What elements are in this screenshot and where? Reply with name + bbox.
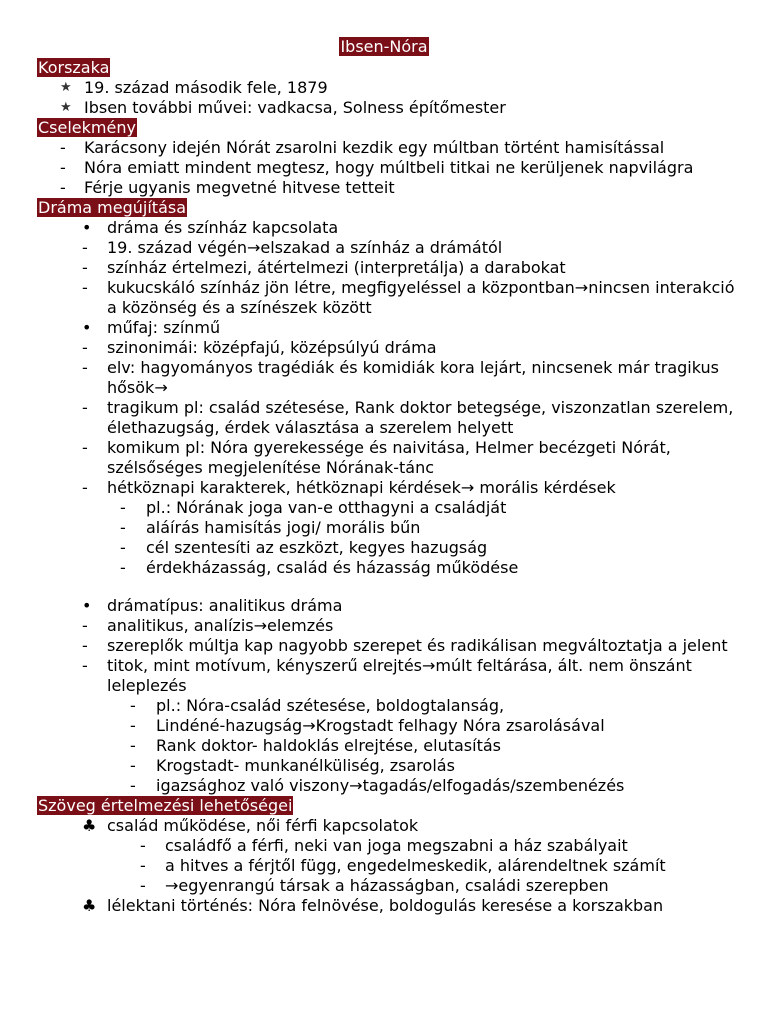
sub-list-item: - igazsághoz való viszony→tagadás/elfogadás/szembenézés <box>130 776 625 795</box>
dash-marker: - <box>82 636 88 655</box>
list-item: - tragikum pl: család szétesése, Rank doktor betegsége, viszonzatlan szerelem, élethazugság, érdek választása a szerelem helyett <box>82 398 734 437</box>
club-bullet-icon: ♣ <box>82 816 97 835</box>
sub-list-item: - aláírás hamisítás jogi/ morális bűn <box>120 518 421 537</box>
dash-marker: - <box>130 776 136 795</box>
list-item: - színház értelmezi, átértelmezi (interpretálja) a darabokat <box>82 258 566 277</box>
bullet-marker: • <box>82 596 92 615</box>
list-item: • drámatípus: analitikus dráma <box>82 596 343 615</box>
dash-marker: - <box>82 358 88 377</box>
sub-list-item: - →egyenrangú társak a házasságban, családi szerepben <box>140 876 609 895</box>
list-item: - Karácsony idején Nórát zsarolni kezdik egy múltban történt hamisítással <box>60 138 665 157</box>
sub-list-item: - érdekházasság, család és házasság működése <box>120 558 519 577</box>
bullet-marker: • <box>82 318 92 337</box>
dash-marker: - <box>82 238 88 257</box>
list-item: - szinonimái: középfajú, középsúlyú dráma <box>82 338 437 357</box>
list-item: - Férje ugyanis megvetné hitvese tetteit <box>60 178 395 197</box>
list-item: ★ 19. század második fele, 1879 <box>60 78 328 97</box>
section-heading-cselekmeny: Cselekmény <box>38 118 136 137</box>
list-item: - kukucskáló színház jön létre, megfigyeléssel a központban→nincsen interakció a közönség és a színészek között <box>82 278 735 317</box>
dash-marker: - <box>120 518 126 537</box>
list-item: - analitikus, analízis→elemzés <box>82 616 334 635</box>
dash-marker: - <box>60 158 66 177</box>
dash-marker: - <box>140 876 146 895</box>
list-item: - Nóra emiatt mindent megtesz, hogy múltbeli titkai ne kerüljenek napvilágra <box>60 158 694 177</box>
section-heading-szoveg: Szöveg értelmezési lehetőségei <box>38 796 293 815</box>
dash-marker: - <box>130 696 136 715</box>
dash-marker: - <box>82 616 88 635</box>
dash-marker: - <box>120 538 126 557</box>
dash-marker: - <box>82 478 88 497</box>
dash-marker: - <box>130 716 136 735</box>
dash-marker: - <box>82 438 88 457</box>
dash-marker: - <box>60 138 66 157</box>
section-heading-drama: Dráma megújítása <box>38 198 187 217</box>
sub-list-item: - Krogstadt- munkanélküliség, zsarolás <box>130 756 455 775</box>
document-title: Ibsen-Nóra <box>340 37 428 56</box>
dash-marker: - <box>82 258 88 277</box>
dash-marker: - <box>82 338 88 357</box>
dash-marker: - <box>82 398 88 417</box>
list-item: ♣ lélektani történés: Nóra felnövése, boldogulás keresése a korszakban <box>82 896 664 915</box>
dash-marker: - <box>82 278 88 297</box>
dash-marker: - <box>130 756 136 775</box>
bullet-marker: • <box>82 218 92 237</box>
document-page <box>0 36 768 916</box>
list-item: - komikum pl: Nóra gyerekessége és naivitása, Helmer becézgeti Nórát, szélsőséges megjelenítése Nórának-tánc <box>82 438 671 477</box>
list-item: • dráma és színház kapcsolata <box>82 218 339 237</box>
list-item: ♣ család működése, női férfi kapcsolatok <box>82 816 419 835</box>
list-item: • műfaj: színmű <box>82 318 221 337</box>
list-item: - hétköznapi karakterek, hétköznapi kérdések→ morális kérdések <box>82 478 616 497</box>
dash-marker: - <box>140 856 146 875</box>
list-item: ★ Ibsen további művei: vadkacsa, Solness építőmester <box>60 98 506 117</box>
list-item: - titok, mint motívum, kényszerű elrejtés→múlt feltárása, ált. nem önszánt leleplezés <box>82 656 692 695</box>
star-bullet-icon: ★ <box>60 80 72 95</box>
sub-list-item: - családfő a férfi, neki van joga megszabni a ház szabályait <box>140 836 628 855</box>
star-bullet-icon: ★ <box>60 100 72 115</box>
sub-list-item: - pl.: Nóra-család szétesése, boldogtalanság, <box>130 696 505 715</box>
blank-line <box>0 578 768 596</box>
club-bullet-icon: ♣ <box>82 896 97 915</box>
document-title-row <box>0 36 768 58</box>
dash-marker: - <box>140 836 146 855</box>
dash-marker: - <box>120 558 126 577</box>
sub-list-item: - Lindéné-hazugság→Krogstadt felhagy Nóra zsarolásával <box>130 716 605 735</box>
list-item: - elv: hagyományos tragédiák és komidiák kora lejárt, nincsenek már tragikus hősök→ <box>82 358 719 397</box>
sub-list-item: - cél szentesíti az eszközt, kegyes hazugság <box>120 538 488 557</box>
dash-marker: - <box>82 656 88 675</box>
list-item: - szereplők múltja kap nagyobb szerepet és radikálisan megváltoztatja a jelent <box>82 636 728 655</box>
sub-list-item: - Rank doktor- haldoklás elrejtése, elutasítás <box>130 736 501 755</box>
dash-marker: - <box>130 736 136 755</box>
dash-marker: - <box>120 498 126 517</box>
sub-list-item: - pl.: Nórának joga van-e otthagyni a családját <box>120 498 507 517</box>
list-item: - 19. század végén→elszakad a színház a drámától <box>82 238 503 257</box>
sub-list-item: - a hitves a férjtől függ, engedelmeskedik, alárendeltnek számít <box>140 856 666 875</box>
section-heading-korszaka: Korszaka <box>38 58 110 77</box>
dash-marker: - <box>60 178 66 197</box>
